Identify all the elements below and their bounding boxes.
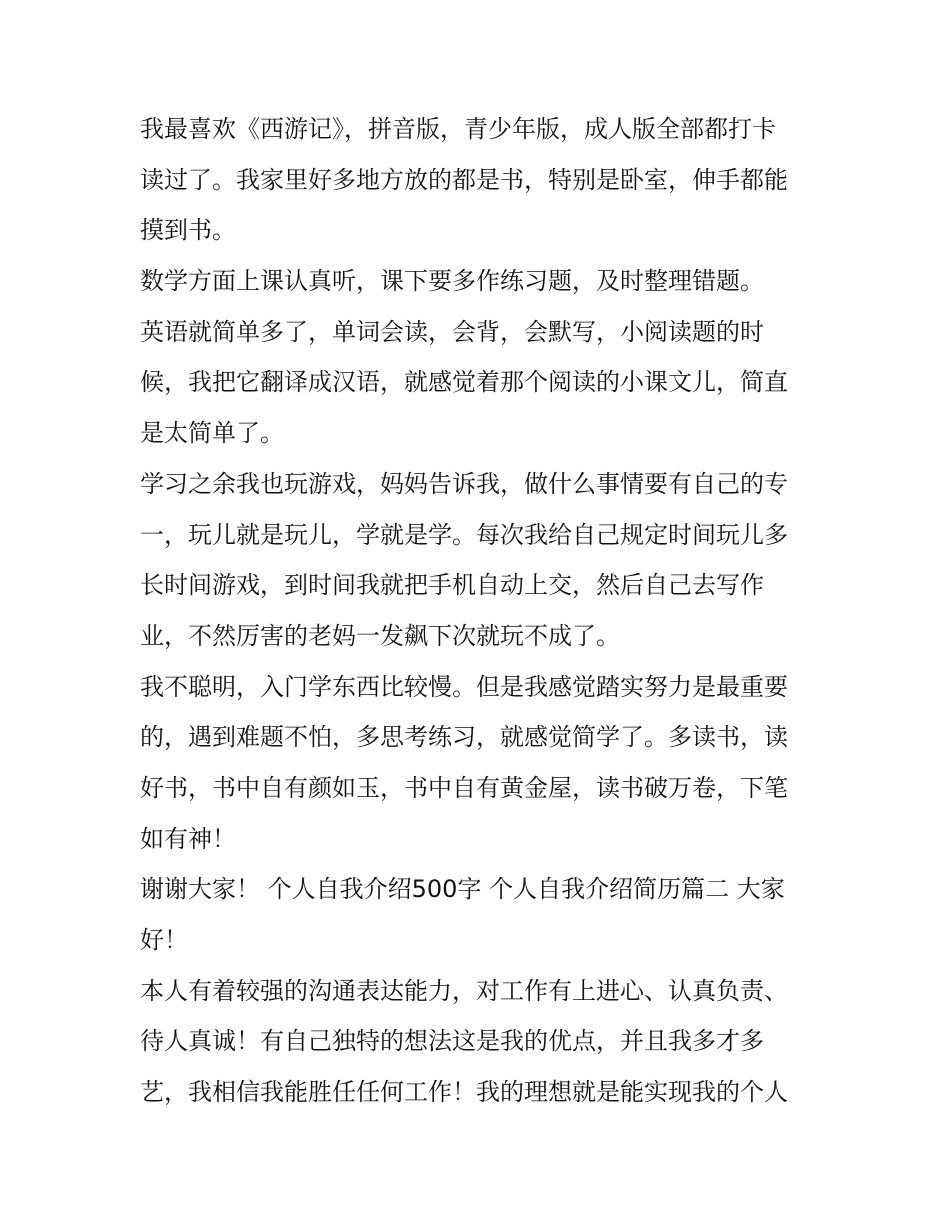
text-line: 候，我把它翻译成汉语，就感觉着那个阅读的小课文儿，简直	[140, 368, 788, 397]
text-line: 是太简单了。	[140, 419, 284, 448]
text-line: 谢谢大家！ 个人自我介绍500字 个人自我介绍简历篇二 大家	[140, 875, 785, 904]
text-line: 如有神！	[140, 824, 236, 853]
text-line: 好书，书中自有颜如玉，书中自有黄金屋，读书破万卷，下笔	[140, 773, 788, 802]
text-line: 业，不然厉害的老妈一发飙下次就玩不成了。	[140, 621, 620, 650]
text-line: 长时间游戏，到时间我就把手机自动上交，然后自己去写作	[140, 571, 764, 600]
text-line: 数学方面上课认真听，课下要多作练习题，及时整理错题。	[140, 267, 764, 296]
text-line: 本人有着较强的沟通表达能力，对工作有上进心、认真负责、	[140, 976, 788, 1005]
text-line: 一，玩儿就是玩儿，学就是学。每次我给自己规定时间玩儿多	[140, 520, 788, 549]
text-line: 的，遇到难题不怕，多思考练习，就感觉简学了。多读书，读	[140, 723, 788, 752]
text-line: 待人真诚！有自己独特的想法这是我的优点，并且我多才多	[140, 1027, 764, 1056]
text-line: 摸到书。	[140, 216, 236, 245]
text-line: 艺，我相信我能胜任任何工作！我的理想就是能实现我的个人	[140, 1078, 788, 1107]
text-line: 读过了。我家里好多地方放的都是书，特别是卧室，伸手都能	[140, 165, 788, 194]
text-line: 英语就简单多了，单词会读，会背，会默写，小阅读题的时	[140, 317, 764, 346]
text-line: 学习之余我也玩游戏，妈妈告诉我，做什么事情要有自己的专	[140, 469, 788, 498]
document-body	[140, 104, 820, 1118]
text-line: 好！	[140, 926, 188, 954]
text-line: 我不聪明，入门学东西比较慢。但是我感觉踏实努力是最重要	[140, 672, 788, 701]
text-line: 我最喜欢《西游记》，拼音版，青少年版，成人版全部都打卡	[140, 115, 776, 143]
